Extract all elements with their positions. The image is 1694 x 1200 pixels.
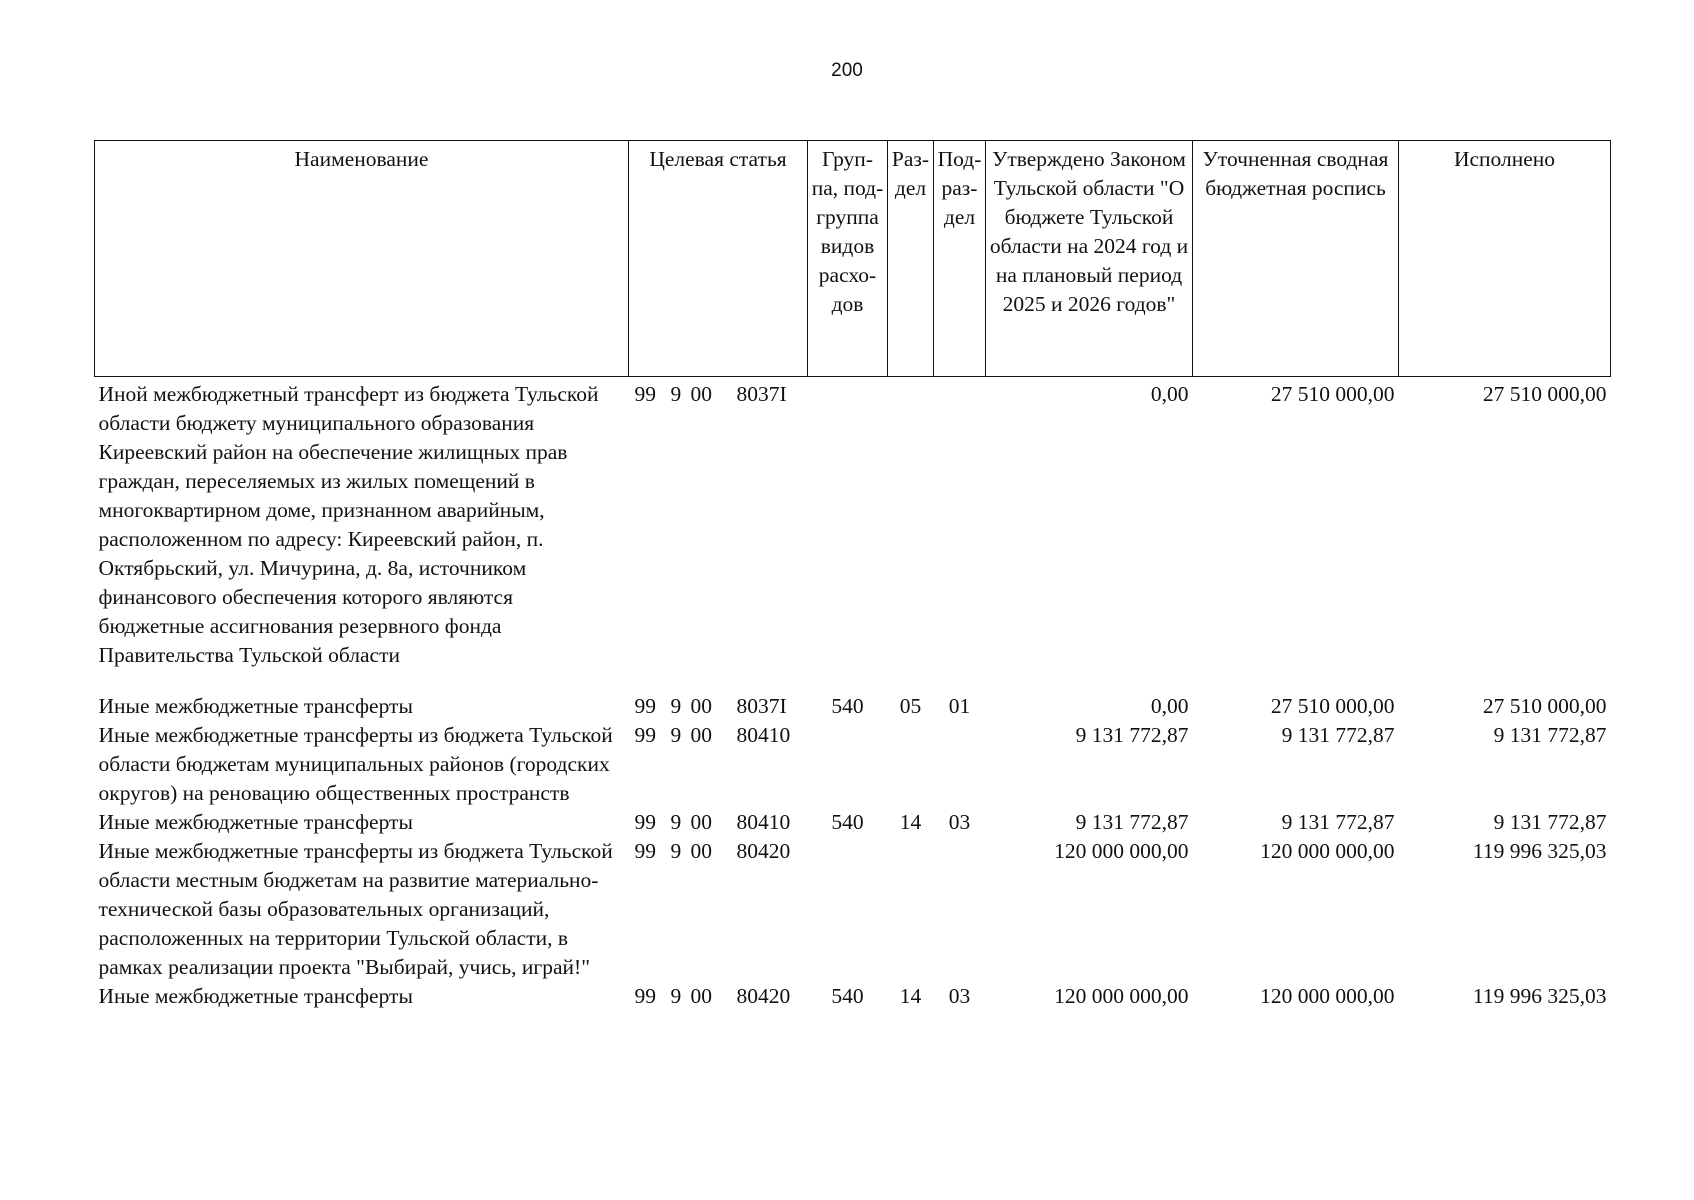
- table-row: [95, 837, 1611, 982]
- row-approved: 120 000 000,00: [1054, 984, 1189, 1008]
- row-approved: 9 131 772,87: [1075, 723, 1189, 747]
- row-section: [888, 837, 934, 982]
- code-part: 99: [634, 382, 656, 406]
- row-subsection: [934, 721, 986, 808]
- code-part: 9: [670, 839, 682, 863]
- header-refined: Уточненная сводная бюджетная роспись: [1193, 141, 1399, 377]
- header-name: Наименование: [95, 141, 629, 377]
- code-part: 9: [670, 382, 682, 406]
- code-part: 00: [690, 810, 712, 834]
- row-section: 14: [899, 984, 922, 1008]
- table-row: [95, 982, 1611, 1011]
- code-part: 9: [670, 984, 682, 1008]
- table-row: [95, 377, 1611, 693]
- code-part: 9: [670, 723, 682, 747]
- row-executed: 119 996 325,03: [1472, 984, 1607, 1008]
- row-section: 05: [899, 694, 922, 718]
- row-target-code: [629, 692, 808, 721]
- code-part: 00: [690, 984, 712, 1008]
- row-approved: 0,00: [1150, 382, 1189, 406]
- code-part: 00: [690, 694, 712, 718]
- table-row: [95, 721, 1611, 808]
- code-part: 9: [670, 694, 682, 718]
- row-subsection: 03: [948, 984, 971, 1008]
- header-approved: Утверждено Законом Тульской области "О бюджете Тульской области на 2024 год и на плановый период 2025 и 2026 годов": [986, 141, 1193, 377]
- row-name: Иные межбюджетные трансферты: [98, 694, 413, 718]
- row-group: [808, 721, 888, 808]
- table-row: [95, 692, 1611, 721]
- row-group: [808, 377, 888, 693]
- row-executed: 9 131 772,87: [1493, 723, 1607, 747]
- code-part: 8037I: [736, 694, 787, 718]
- code-part: 99: [634, 723, 656, 747]
- row-refined: 9 131 772,87: [1281, 810, 1395, 834]
- header-expense-group: Груп-па, под-группа видов расхо-дов: [808, 141, 888, 377]
- row-section: [888, 377, 934, 693]
- row-section: 14: [899, 810, 922, 834]
- row-refined: 27 510 000,00: [1270, 694, 1395, 718]
- table-row: [95, 808, 1611, 837]
- row-refined: 120 000 000,00: [1260, 984, 1395, 1008]
- row-approved: 120 000 000,00: [1054, 839, 1189, 863]
- row-name: Иные межбюджетные трансферты: [98, 984, 413, 1008]
- header-target-article: Целевая статья: [629, 141, 808, 377]
- code-part: 9: [670, 810, 682, 834]
- code-part: 00: [690, 382, 712, 406]
- row-group: 540: [831, 984, 864, 1008]
- row-target-code: [629, 377, 808, 693]
- row-executed: 9 131 772,87: [1493, 810, 1607, 834]
- row-subsection: [934, 377, 986, 693]
- row-executed: 27 510 000,00: [1482, 694, 1607, 718]
- row-name: Иные межбюджетные трансферты из бюджета Тульской области местным бюджетам на развитие материально-технической базы образовательных организаций, расположенных на территории Тульской области, в рамках реализации проекта "Выбирай, учись, играй!": [98, 839, 613, 979]
- code-part: 80410: [736, 723, 791, 747]
- header-section: Раз-дел: [888, 141, 934, 377]
- code-part: 80420: [736, 839, 791, 863]
- row-group: 540: [831, 694, 864, 718]
- row-refined: 120 000 000,00: [1260, 839, 1395, 863]
- row-target-code: [629, 808, 808, 837]
- code-part: 80410: [736, 810, 791, 834]
- row-group: 540: [831, 810, 864, 834]
- row-subsection: 01: [948, 694, 971, 718]
- code-part: 99: [634, 694, 656, 718]
- row-target-code: [629, 837, 808, 982]
- row-target-code: [629, 982, 808, 1011]
- code-part: 00: [690, 723, 712, 747]
- page-number: 200: [831, 60, 863, 81]
- row-subsection: 03: [948, 810, 971, 834]
- code-part: 99: [634, 839, 656, 863]
- row-refined: 9 131 772,87: [1281, 723, 1395, 747]
- row-name: Иные межбюджетные трансферты: [98, 810, 413, 834]
- row-refined: 27 510 000,00: [1270, 382, 1395, 406]
- row-executed: 119 996 325,03: [1472, 839, 1607, 863]
- code-part: 99: [634, 810, 656, 834]
- row-name: Иные межбюджетные трансферты из бюджета Тульской области бюджетам муниципальных районов (городских округов) на реновацию общественных пространств: [98, 723, 613, 805]
- header-subsection: Под-раз-дел: [934, 141, 986, 377]
- row-subsection: [934, 837, 986, 982]
- code-part: 8037I: [736, 382, 787, 406]
- row-target-code: [629, 721, 808, 808]
- code-part: 80420: [736, 984, 791, 1008]
- row-approved: 9 131 772,87: [1075, 810, 1189, 834]
- code-part: 99: [634, 984, 656, 1008]
- header-executed: Исполнено: [1399, 141, 1611, 377]
- row-name: Иной межбюджетный трансферт из бюджета Тульской области бюджету муниципального образования Киреевский район на обеспечение жилищных прав граждан, переселяемых из жилых помещений в многоквартирном доме, признанном аварийным, расположенном по адресу: Киреевский район, п. Октябрьский, ул. Мичурина, д. 8а, источником финансового обеспечения которого являются бюджетные ассигнования резервного фонда Правительства Тульской области: [98, 382, 599, 667]
- row-executed: 27 510 000,00: [1482, 382, 1607, 406]
- row-section: [888, 721, 934, 808]
- code-part: 00: [690, 839, 712, 863]
- row-approved: 0,00: [1150, 694, 1189, 718]
- row-group: [808, 837, 888, 982]
- budget-table: [94, 140, 1611, 1011]
- table-header-row: [95, 141, 1611, 377]
